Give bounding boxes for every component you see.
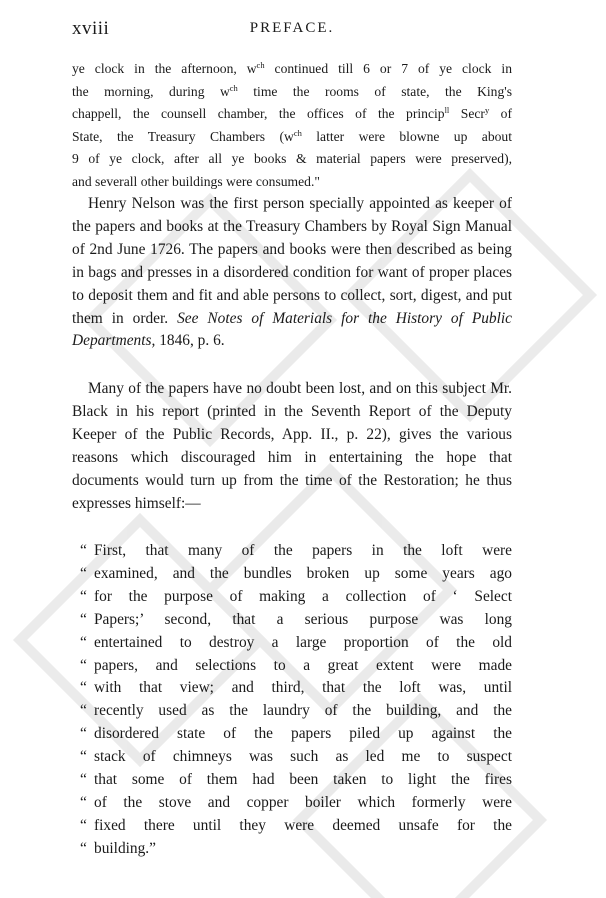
quote-line: and severall other buildings were consumed." <box>72 173 320 189</box>
quote-line: “ papers, and selections to a great extent were made <box>80 656 512 674</box>
page-number: xviii <box>72 18 110 39</box>
quote-line: 9 of ye clock, after all ye books & material papers were preserved), <box>72 151 512 167</box>
quote-line: State, the Treasury Chambers ($w^{ch}$ latter were blowne up about <box>72 127 512 144</box>
quote-line: “ that some of them had been taken to light the fires <box>80 771 512 789</box>
block-quote <box>80 540 512 861</box>
quote-line: “ Papers;’ second, that a serious purpose was long <box>80 610 512 628</box>
quote-line: ye clock in the afternoon, $w^{ch}$ continued till 6 or 7 of ye clock in <box>72 60 512 76</box>
paragraph-nelson: Henry Nelson was the first person specially appointed as keeper of the papers and books at the Treasury Chambers by Royal Sign Manual of 2nd June 1726. The papers and books were then described as being in bags and presses in a disordered condition for want of proper places to deposit them and fit and able persons to collect, sort, digest, and put them in order. See Notes of Materials for the History of Public Departments, 1846, p. 6. <box>72 195 512 350</box>
quote-line: “ First, that many of the papers in the loft were <box>80 542 512 559</box>
quote-line: “ with that view; and third, that the loft was, until <box>80 679 512 697</box>
quote-line: “ fixed there until they were deemed unsafe for the <box>80 816 512 834</box>
quote-line: chappell, the counsell chamber, the offices of the princip$^{ll}$ Secr$^y$ of <box>72 105 512 122</box>
quote-line: “ disordered state of the papers piled up against the <box>80 725 512 743</box>
quote-line: the morning, during $w^{ch}$ time the rooms of state, the King's <box>72 82 512 99</box>
paragraph-black-report: Many of the papers have no doubt been lost, and on this subject Mr. Black in his report (printed in the Seventh Report of the Deputy Keeper of the Public Records, App. II., p. 22), gives the various reasons which discouraged him in entertaining the hope that documents would turn up from the time of the Restoration; he thus expresses himself:— <box>72 380 512 512</box>
continued-quote <box>72 58 512 194</box>
quote-line: “ examined, and the bundles broken up some years ago <box>80 564 512 582</box>
quote-line: “ recently used as the laundry of the building, and the <box>80 702 512 720</box>
quote-line: “ for the purpose of making a collection of ‘ Select <box>80 587 512 605</box>
running-title: PREFACE. <box>249 20 335 36</box>
italic-reference: See Notes of Materials for the History of Public Departments, <box>72 309 512 350</box>
quote-line: “ stack of chimneys was such as led me to suspect <box>80 748 512 766</box>
page-header <box>72 18 512 42</box>
quote-line: “ building.” <box>80 839 156 857</box>
quote-line: “ entertained to destroy a large proportion of the old <box>80 633 512 651</box>
quote-line: “ of the stove and copper boiler which formerly were <box>80 793 512 811</box>
